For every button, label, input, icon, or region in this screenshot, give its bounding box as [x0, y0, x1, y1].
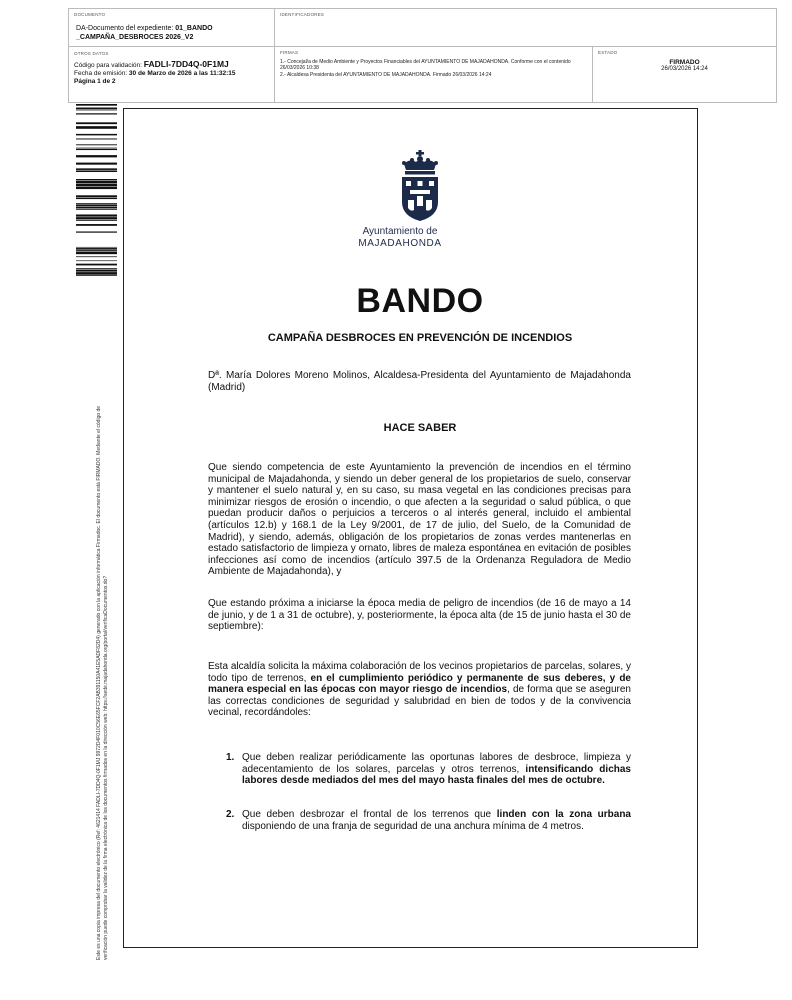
identificadores-label: IDENTIFICADORES	[280, 12, 325, 17]
otros-label: OTROS DATOS	[74, 51, 109, 56]
documento-prefix: DA-Documento del expediente:	[76, 25, 176, 32]
coat-of-arms-icon	[396, 150, 444, 222]
paragraph-3-c: , de forma que se aseguren las correctas condiciones de seguridad y salubridad en bien de todos y de la convivencia vecinal, recordándoles:	[208, 684, 631, 719]
status-badge: FIRMADO	[669, 59, 700, 66]
paragraph-1: Que siendo competencia de este Ayuntamiento la prevención de incendios en el término municipal de Majadahonda, y siendo un deber general de los propietarios de suelo, conservar y mantener el suelo natural y, en su caso, su masa vegetal en las condiciones precisas para minimizar riesgos de erosión o incendio, o que afecten a la seguridad o salud pública, o que puedan producir daños o perjuicios a terceros o al interés general, incluido el ambiental (artículos 12.b) y 168.1 de la Ley 9/2001, de 17 de julio, del Suelo, de la Comunidad de Madrid), y siendo, además, obligación de los propietarios de zonas verdes mantenerlas en estado satisfactorio de limpieza y ornato, libres de maleza espontánea en evitación de posibles infecciones así como de incendios (artículo 397.5 de la Ordenanza Reguladora de Medio Ambiente de Majadahonda), y	[208, 462, 631, 578]
page-counter: Página 1 de 2	[74, 78, 116, 85]
paragraph-3-bold: en el cumplimiento periódico y permanente de sus deberes, y de manera especial en las épocas con mayor riesgo de incendios	[208, 672, 631, 696]
firma-1: 1.- Concejal/a de Medio Ambiente y Proyectos Financiables del AYUNTAMIENTO DE MAJADAHONDA. Conforme con el contenido 26/03/2026 10:38	[280, 58, 571, 71]
paragraph-3	[208, 661, 631, 719]
logo-text-line2: MAJADAHONDA	[358, 238, 442, 249]
paragraph-2: Que estando próxima a iniciarse la época media de peligro de incendios (de 16 de mayo a 14 de junio, y de 1 a 31 de octubre), y, posteriormente, la época alta (de 15 de junio hasta el 30 de septiembre):	[208, 598, 631, 633]
intro-paragraph: Dª. María Dolores Moreno Molinos, Alcaldesa-Presidenta del Ayuntamiento de Majadahonda (Madrid)	[208, 370, 631, 393]
firma-2: 2.- Alcaldesa Presidenta del AYUNTAMIENTO DE MAJADAHONDA. Firmado 26/03/2026 14:24	[280, 71, 492, 78]
documento-name-1: 01_BANDO	[175, 25, 213, 32]
list-item-text	[242, 752, 631, 787]
firmas-cell	[274, 47, 592, 102]
identificadores-cell	[274, 9, 776, 46]
side-text-line-2: verificación puede comprobar la validez de la firma electrónica de los documentos firmados en la dirección web: https://sede.majadahonda.org/portal/verificaDocumentos.do?	[103, 575, 109, 960]
page-title: BANDO	[356, 282, 484, 320]
hace-saber-heading: HACE SABER	[383, 422, 457, 434]
estado-label: ESTADO	[598, 50, 618, 55]
list-item-2-a: Que deben desbrozar el frontal de los terrenos que	[242, 809, 497, 820]
documento-label: DOCUMENTO	[74, 12, 106, 17]
verification-side-text	[96, 300, 110, 960]
barcode-icon	[76, 104, 117, 276]
list-item-number: 1.	[226, 752, 235, 763]
estado-cell	[592, 47, 776, 102]
validation-code: FADLI-7DD4Q-0F1MJ	[143, 59, 229, 69]
emission-date: 30 de Marzo de 2026 a las 11:32:15	[128, 70, 236, 77]
firmas-label: FIRMAS	[280, 50, 299, 55]
list-item	[226, 752, 631, 787]
paragraph-3-a: Esta alcaldía solicita la máxima colaboración de los vecinos propietarios de parcelas, solares, y todo tipo de terrenos,	[208, 661, 631, 684]
otros-datos-cell	[69, 47, 274, 102]
fecha-prefix: Fecha de emisión:	[74, 70, 129, 77]
list-item-text	[242, 809, 631, 832]
codigo-prefix: Código para validación:	[74, 62, 144, 69]
documento-name-2: _CAMPAÑA_DESBROCES 2026_V2	[76, 34, 194, 41]
documento-cell	[69, 9, 274, 46]
status-date: 26/03/2026 14:24	[661, 66, 708, 72]
document-metadata-table	[68, 8, 777, 103]
side-text-line-1: Este es una copia impresa del documento electrónico (Ref: 4621414 FADLI-7DD4Q-0F1MJ 9972D4F010C56E65FCF2AB391150A41E5ADF82D4) generado con la aplicación informática Firmadoc. El documento está FIRMADO. Mediante el código de	[96, 405, 102, 960]
list-item-1-bold: intensificando dichas labores desde mediados del mes del mayo hasta finales del mes de octubre.	[242, 763, 631, 787]
page-subtitle: CAMPAÑA DESBROCES EN PREVENCIÓN DE INCENDIOS	[267, 332, 573, 344]
list-item-2-c: disponiendo de una franja de seguridad de una anchura mínima de 4 metros.	[242, 820, 584, 832]
list-item-1-a: Que deben realizar periódicamente las oportunas labores de desbroce, limpieza y adecentamiento de los solares, parcelas y otros terrenos,	[242, 752, 631, 775]
list-item-number: 2.	[226, 809, 235, 820]
list-item	[226, 809, 631, 832]
logo-text-line1: Ayuntamiento de	[362, 226, 438, 237]
list-item-2-bold: linden con la zona urbana	[496, 809, 631, 820]
